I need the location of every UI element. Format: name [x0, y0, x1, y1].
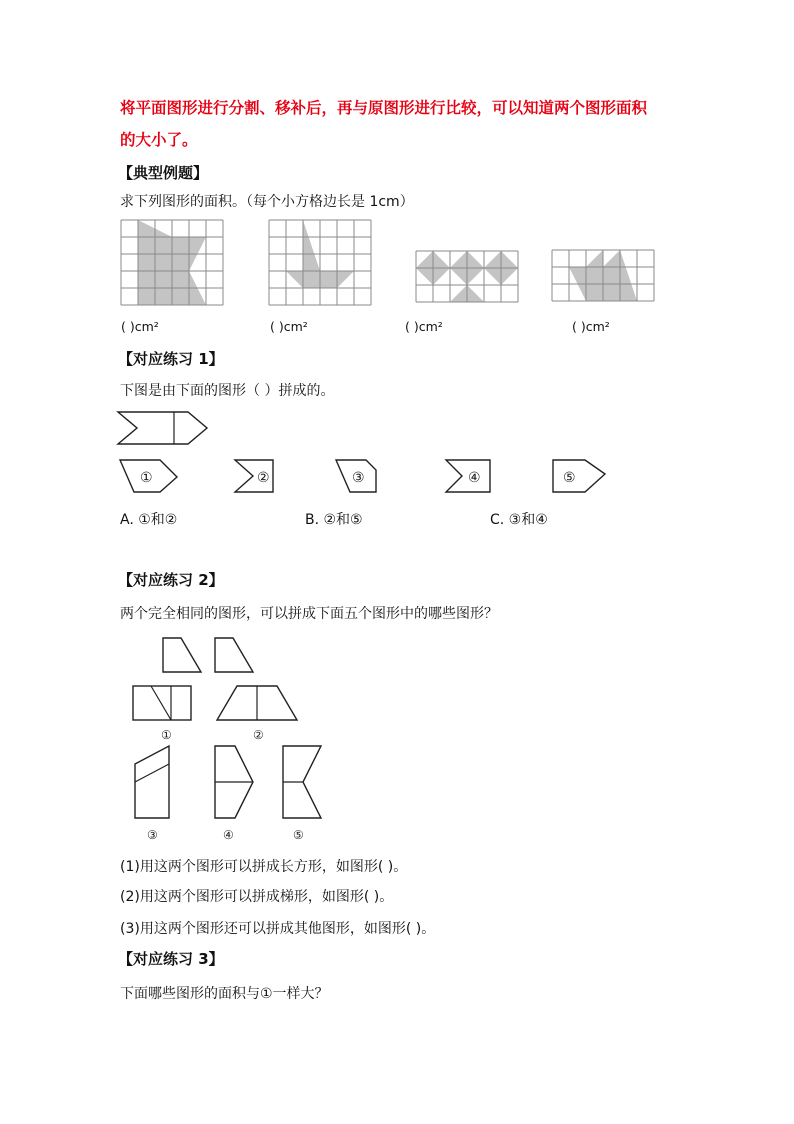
example-question: 求下列图形的面积。（每个小方格边长是 1cm） [120, 194, 414, 210]
piece-b [215, 638, 253, 672]
answer-blank-1[interactable]: ( )cm² [121, 319, 159, 334]
practice2-q1: (1)用这两个图形可以拼成长方形，如图形( )。 [120, 859, 408, 875]
figure-1-label: ① [161, 728, 172, 742]
intro-line-1: 将平面图形进行分割、移补后，再与原图形进行比较，可以知道两个图形面积 [120, 99, 648, 117]
piece-1-label: ① [140, 470, 153, 486]
figure-3-label: ③ [147, 828, 158, 842]
intro-line-2: 的大小了。 [120, 131, 198, 149]
figure-4-label: ④ [223, 828, 234, 842]
piece-4-label: ④ [468, 470, 481, 486]
composite-shape [118, 410, 210, 446]
answer-blank-2[interactable]: ( )cm² [270, 319, 308, 334]
grid-figure-2 [269, 220, 371, 306]
practice1-heading: 【对应练习 1】 [118, 350, 224, 368]
piece-3 [336, 458, 380, 494]
figure-3 [135, 746, 169, 818]
option-b[interactable]: B. ②和⑤ [305, 512, 363, 528]
grid-figure-3 [416, 251, 518, 307]
piece-5-label: ⑤ [563, 470, 576, 486]
piece-a [163, 638, 201, 672]
practice2-question: 两个完全相同的图形，可以拼成下面五个图形中的哪些图形？ [120, 606, 498, 622]
grid-figure-1 [121, 220, 223, 306]
practice2-heading: 【对应练习 2】 [118, 571, 224, 589]
figure-1 [133, 686, 191, 720]
option-a[interactable]: A. ①和② [120, 512, 178, 528]
option-c[interactable]: C. ③和④ [490, 512, 548, 528]
piece-3-label: ③ [352, 470, 365, 486]
piece-4 [446, 458, 494, 494]
practice2-q3: (3)用这两个图形还可以拼成其他图形，如图形( )。 [120, 921, 436, 937]
example-heading: 【典型例题】 [118, 164, 209, 182]
figure-2-label: ② [253, 728, 264, 742]
figure-5-label: ⑤ [293, 828, 304, 842]
answer-blank-3[interactable]: ( )cm² [405, 319, 443, 334]
answer-blank-4[interactable]: ( )cm² [572, 319, 610, 334]
practice1-question: 下图是由下面的图形（ ）拼成的。 [120, 383, 335, 399]
piece-2 [235, 458, 277, 494]
practice3-heading: 【对应练习 3】 [118, 950, 224, 968]
piece-2-label: ② [257, 470, 270, 486]
piece-1 [120, 458, 180, 494]
piece-5 [553, 458, 609, 494]
practice3-question: 下面哪些图形的面积与①一样大？ [120, 986, 329, 1002]
practice2-q2: (2)用这两个图形可以拼成梯形，如图形( )。 [120, 889, 394, 905]
grid-figure-4 [552, 250, 654, 306]
practice2-figures [125, 636, 325, 846]
